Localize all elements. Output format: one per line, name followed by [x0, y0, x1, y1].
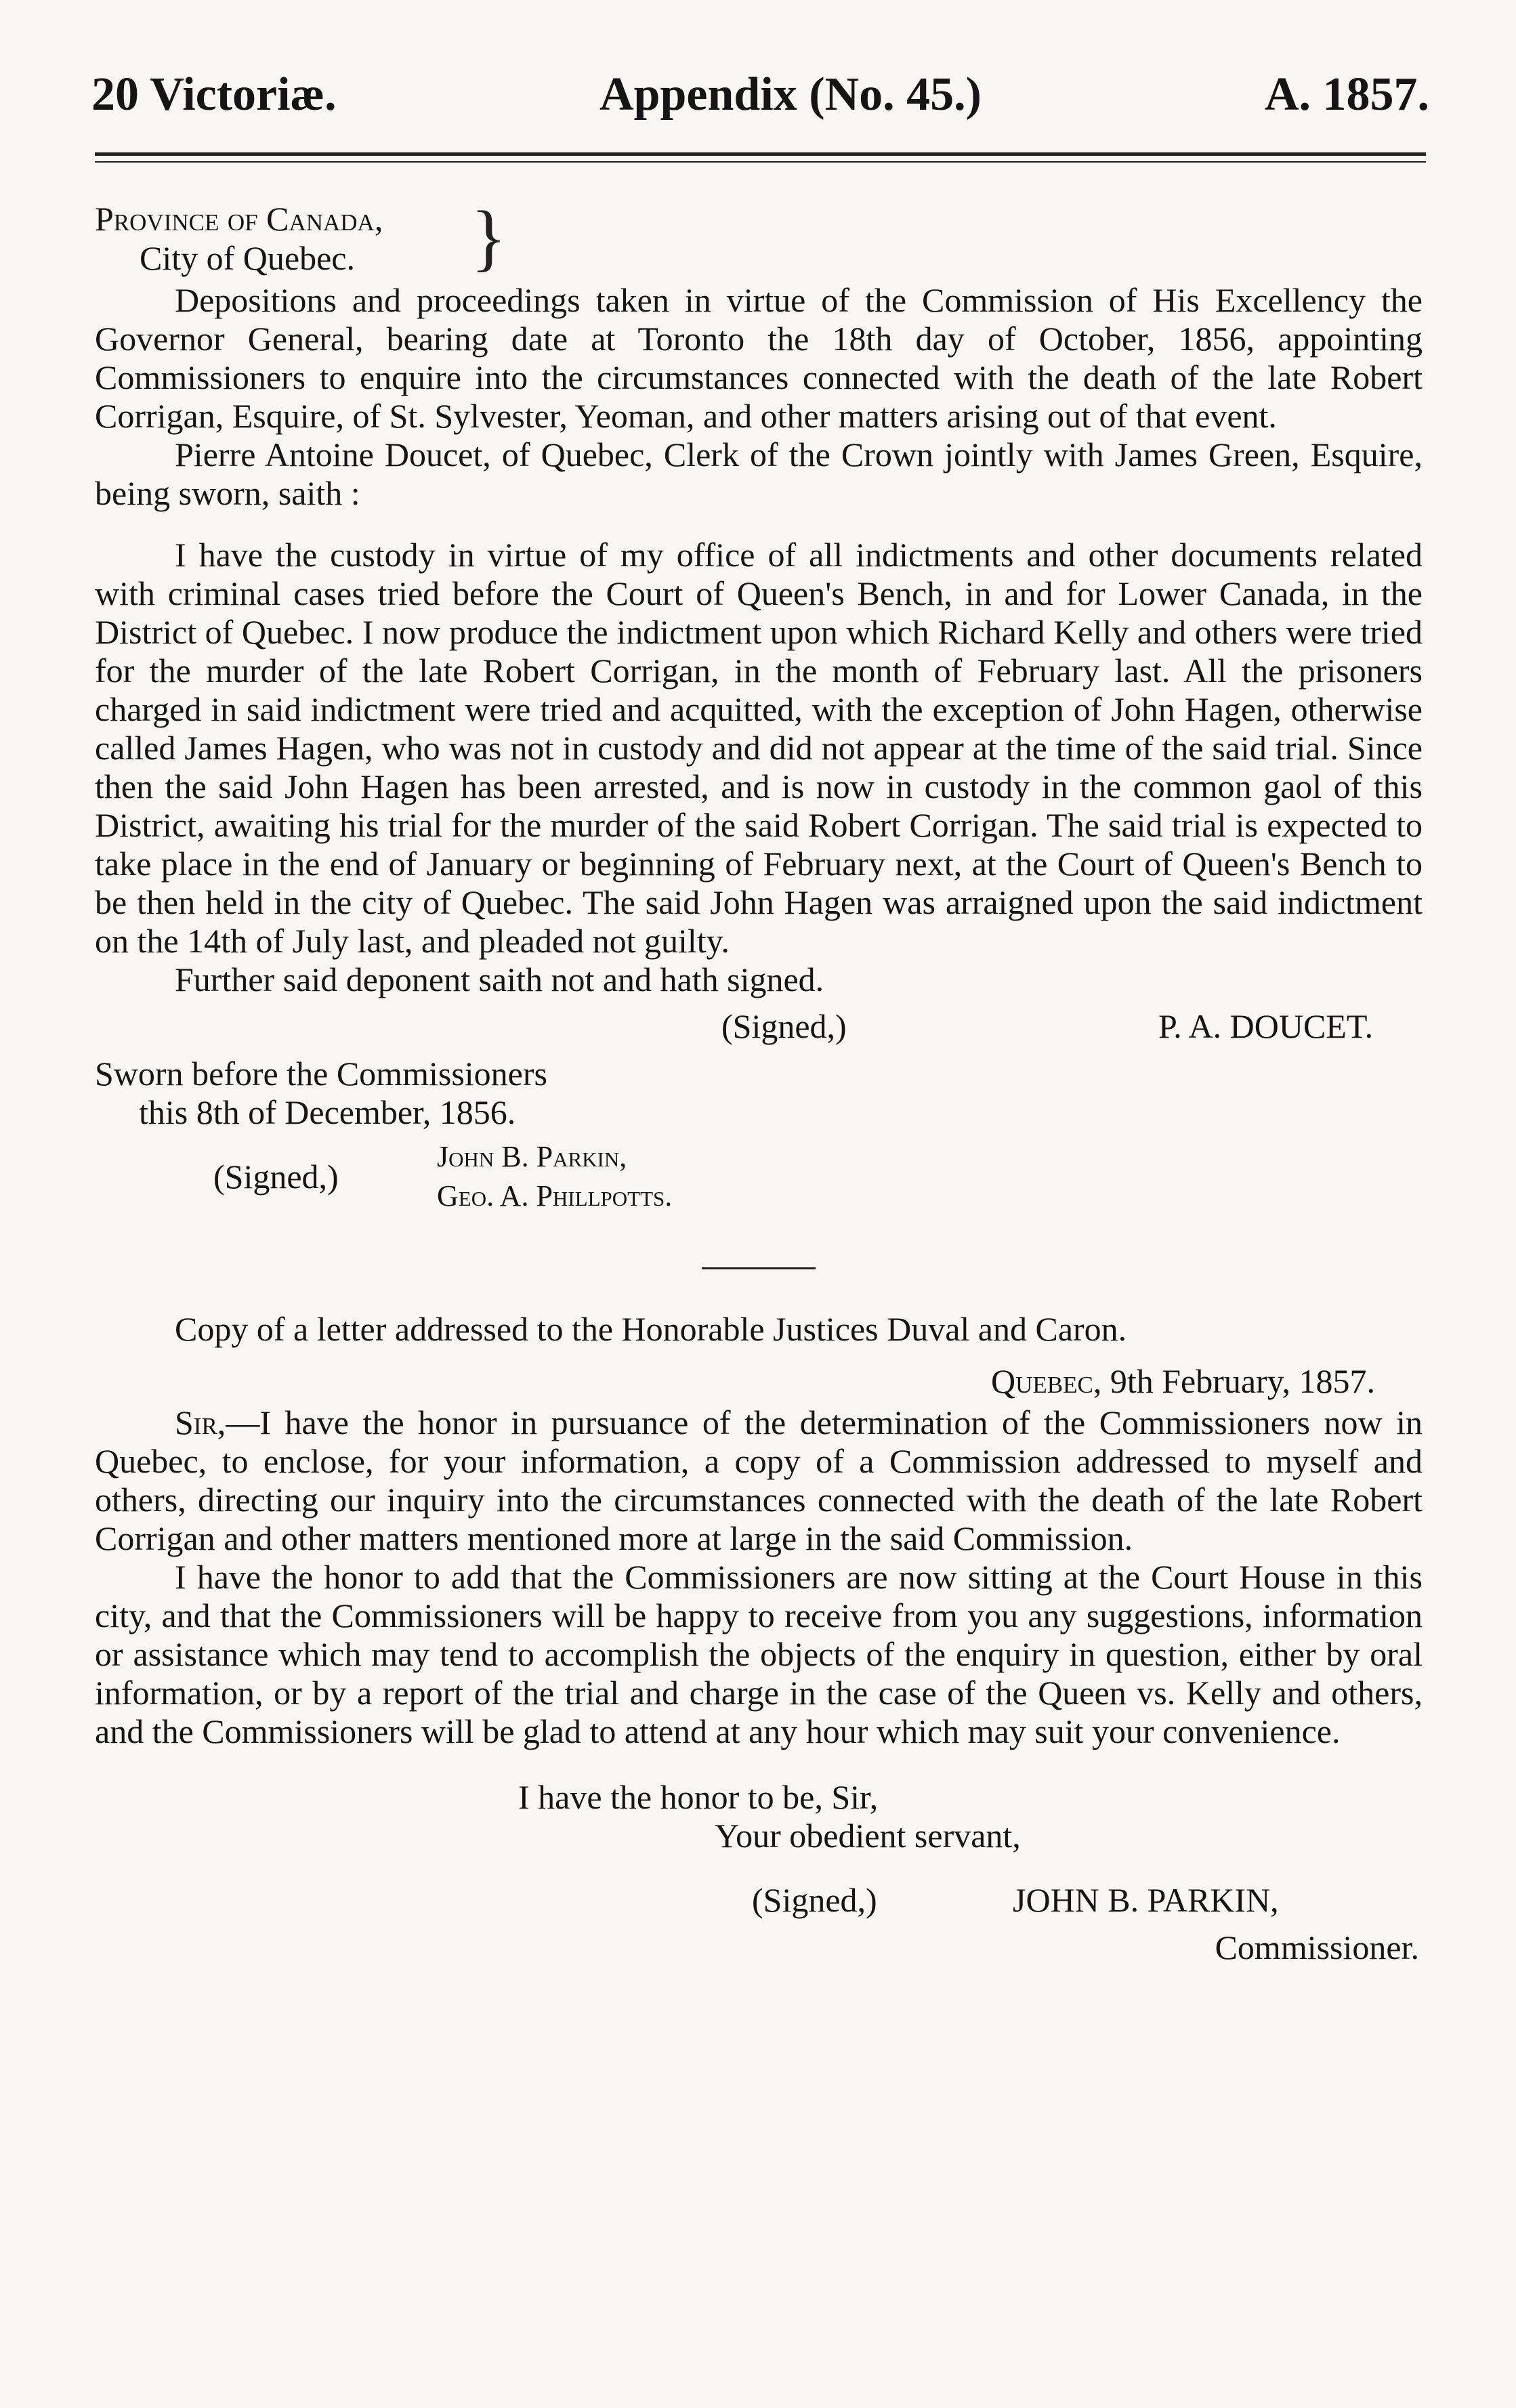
- caption-city: City of Quebec.: [140, 239, 355, 277]
- deponent-signature: [95, 1007, 1423, 1055]
- deponent-name: P. A. DOUCET.: [1158, 1007, 1374, 1045]
- letter-signer: JOHN B. PARKIN,: [1013, 1881, 1279, 1919]
- paragraph-testimony: I have the custody in virtue of my office of all indictments and other documents related with criminal cases tried before the Court of Queen's Bench, in and for Lower Canada, in the District of Quebec. I now produce the indictment upon which Richard Kelly and others were tried for the murder of the late Robert Corrigan, in the month of February last. All the prisoners charged in said indictment were tried and acquitted, with the exception of John Hagen, otherwise called James Hagen, who was not in custody and did not appear at the time of the said trial. Since then the said John Hagen has been arrested, and is now in custody in the common gaol of this District, awaiting his trial for the murder of the said Robert Corrigan. The said trial is expected to take place in the end of January or beginning of February next, at the Court of Queen's Bench to be then held in the city of Quebec. The said John Hagen was arraigned upon the said indictment on the 14th of July last, and pleaded not guilty.: [95, 536, 1423, 960]
- document-body: [95, 196, 1423, 1967]
- header-appendix: Appendix (No. 45.): [599, 68, 982, 121]
- commissioners-signed-label: (Signed,): [213, 1158, 339, 1196]
- header-session: 20 Victoriæ.: [91, 68, 337, 121]
- caption-brace: }: [471, 196, 507, 278]
- sworn-line-2: this 8th of December, 1856.: [139, 1093, 516, 1131]
- paragraph-depositions: Depositions and proceedings taken in virtue of the Commission of His Excellency the Governor General, bearing date at Toronto the 18th day of October, 1856, appointing Commissioners to enquire into the circumstances connected with the death of the late Robert Corrigan, Esquire, of St. Sylvester, Yeoman, and other matters arising out of that event.: [95, 281, 1423, 435]
- header-rule-thin: [95, 161, 1426, 163]
- header-year: A. 1857.: [1264, 68, 1429, 121]
- venue-caption: [95, 196, 1423, 281]
- letter-salutation: Sir,: [175, 1403, 226, 1441]
- letter-signature: [95, 1881, 1423, 1928]
- caption-province: Province of Canada,: [95, 200, 383, 238]
- commissioners-signature: [95, 1137, 1423, 1232]
- commissioner-name-1: John B. Parkin,: [437, 1140, 627, 1173]
- sworn-line-1: Sworn before the Commissioners: [95, 1055, 547, 1093]
- letter-date-place: Quebec,: [991, 1362, 1102, 1400]
- letter-signer-title: Commissioner.: [1215, 1928, 1419, 1966]
- letter-closing-2: Your obedient servant,: [715, 1817, 1021, 1855]
- commissioner-name-2: Geo. A. Phillpotts.: [437, 1179, 673, 1212]
- letter-dateline: [95, 1362, 1423, 1401]
- letter-paragraph-1-text: —I have the honor in pursuance of the determination of the Commissioners now in Quebec, to enclose, for your information, a copy of a Commission addressed to myself and others, directing our inquiry into the circumstances connected with the death of the late Robert Corrigan and other matters mentioned more at large in the said Commission.: [95, 1403, 1423, 1557]
- letter-paragraph-1: [95, 1403, 1423, 1558]
- paragraph-further: Further said deponent saith not and hath signed.: [175, 960, 824, 998]
- letter-date: 9th February, 1857.: [1110, 1362, 1375, 1400]
- spacer: [95, 513, 1423, 536]
- deponent-signed-label: (Signed,): [721, 1007, 847, 1045]
- letter-closing-1: I have the honor to be, Sir,: [518, 1778, 879, 1816]
- letter-paragraph-2: I have the honor to add that the Commissioners are now sitting at the Court House in this city, and that the Commissioners will be happy to receive from you any suggestions, information or assistance which may tend to accomplish the objects of the enquiry in question, either by oral information, or by a report of the trial and charge in the case of the Queen vs. Kelly and others, and the Commissioners will be glad to attend at any hour which may suit your convenience.: [95, 1558, 1423, 1750]
- section-divider: [702, 1267, 816, 1269]
- header-rule-thick: [95, 152, 1426, 156]
- letter-heading: Copy of a letter addressed to the Honorable Justices Duval and Caron.: [175, 1310, 1127, 1348]
- running-header: [91, 68, 1429, 129]
- paragraph-deponent: Pierre Antoine Doucet, of Quebec, Clerk of the Crown jointly with James Green, Esquire, being sworn, saith :: [95, 436, 1423, 512]
- letter-signed-label: (Signed,): [752, 1881, 877, 1919]
